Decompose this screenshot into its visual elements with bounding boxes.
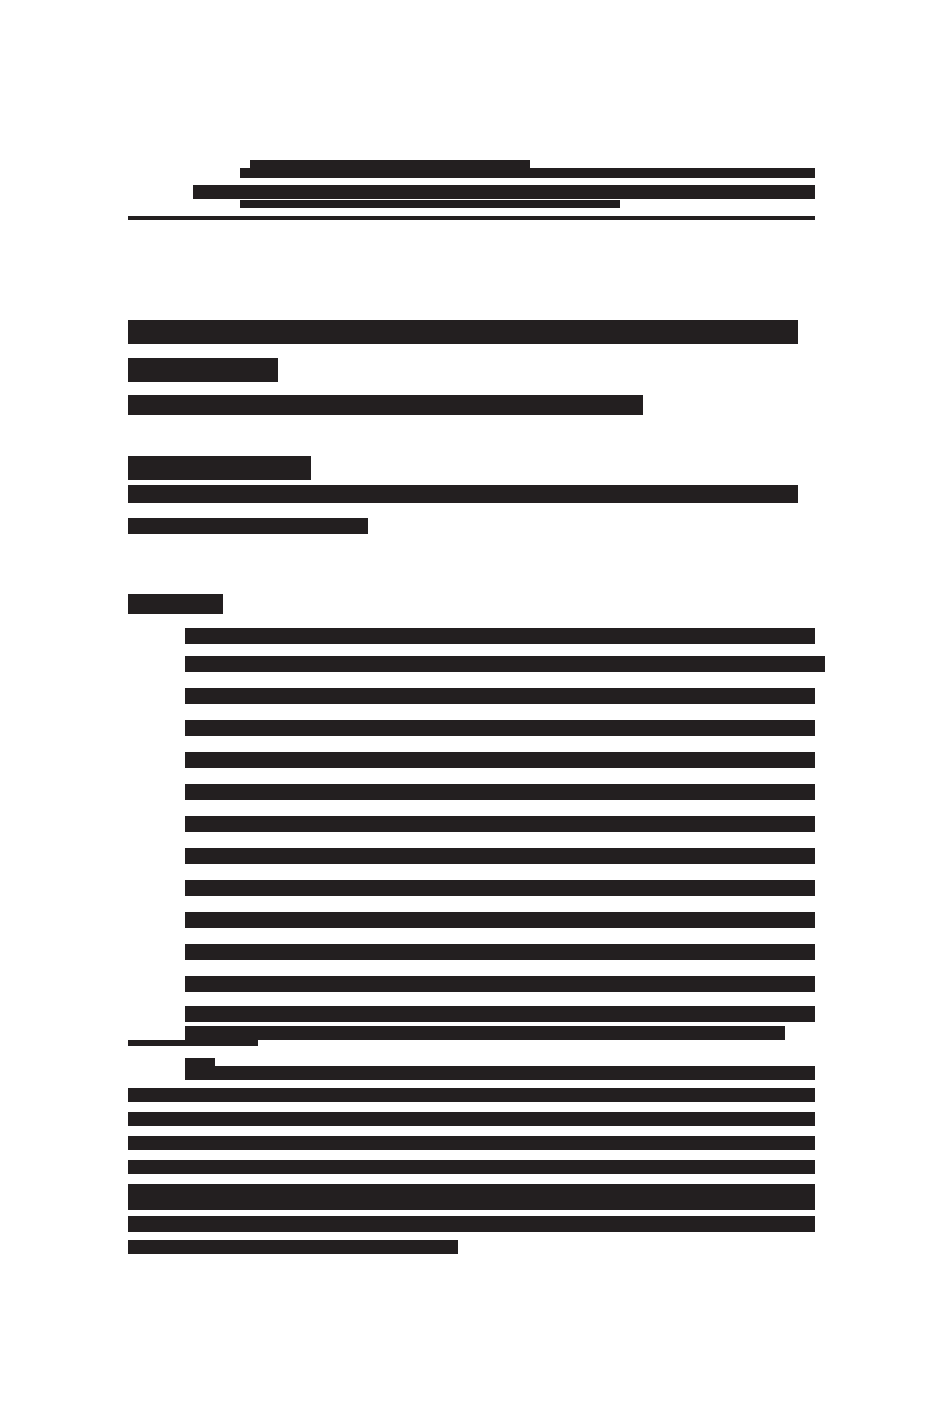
header-line-redacted xyxy=(240,200,620,208)
abstract-heading xyxy=(128,594,223,614)
legibility-note xyxy=(0,0,1,1)
header-rule xyxy=(128,216,815,220)
header-line-redacted xyxy=(240,168,815,178)
affiliation-label xyxy=(128,456,311,480)
affiliation-text xyxy=(128,485,798,503)
footnote-rule xyxy=(128,1040,258,1046)
volume-line xyxy=(193,185,815,199)
